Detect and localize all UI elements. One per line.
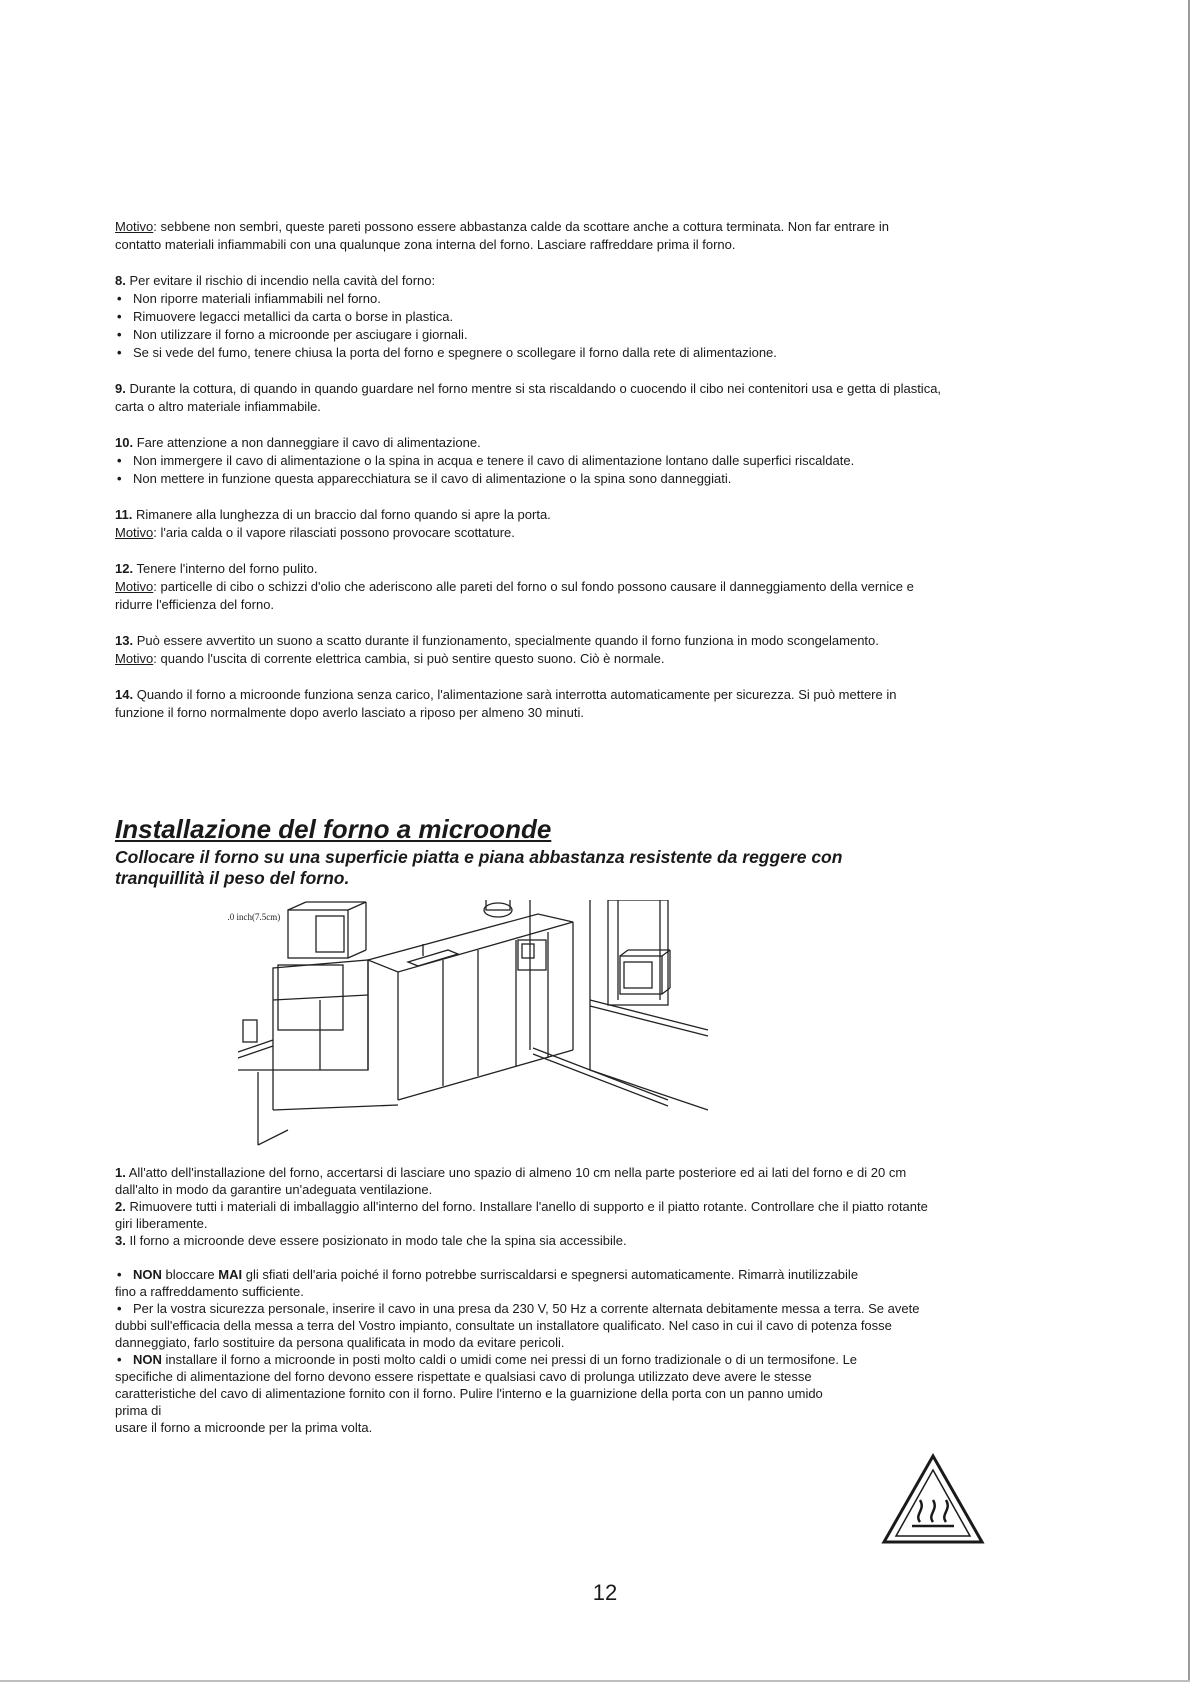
item-text: Tenere l'interno del forno pulito.: [136, 561, 318, 576]
section-title: Installazione del forno a microonde: [115, 814, 552, 844]
safety-section: [115, 218, 945, 740]
item-text: Durante la cottura, di quando in quando guardare nel forno mentre si sta riscaldando o cuocendo il cibo nei contenitori usa e getta di plastica, carta o altro materiale infiammabile.: [115, 381, 942, 414]
intro-paragraph: [115, 218, 945, 254]
motivo-text: : particelle di cibo o schizzi d'olio che aderiscono alle pareti del forno o sul fondo possono causare il danneggiamento della vernice e: [153, 579, 914, 594]
bullet-item: • Non riporre materiali infiammabili nel forno.: [115, 290, 945, 308]
item-text: Fare attenzione a non danneggiare il cavo di alimentazione.: [136, 435, 481, 450]
item-14: [115, 686, 945, 722]
item-11: [115, 506, 945, 542]
bullet-item: • Rimuovere legacci metallici da carta o borse in plastica.: [115, 308, 945, 326]
motivo-label: Motivo: [115, 579, 154, 594]
item-number: 14.: [115, 687, 134, 702]
item-12: [115, 560, 945, 614]
item-number: 10.: [115, 435, 134, 450]
item-text: Quando il forno a microonde funziona senza carico, l'alimentazione sarà interrotta automaticamente per sicurezza. Si può mettere in funzione il forno normalmente dopo averlo lasciato a riposo per almeno 30 minuti.: [115, 687, 897, 720]
item-number: 9.: [115, 381, 126, 396]
motivo-text: : quando l'uscita di corrente elettrica cambia, si può sentire questo suono. Ciò è normale.: [153, 651, 665, 666]
motivo-line2: ridurre l'efficienza del forno.: [115, 597, 275, 612]
motivo-label: Motivo: [115, 219, 154, 234]
warning-location-line3: usare il forno a microonde per la prima volta.: [115, 1420, 373, 1435]
bullet-item: • Se si vede del fumo, tenere chiusa la porta del forno e spegnere o scollegare il forno dalla rete di alimentazione.: [115, 344, 945, 362]
item-text: Rimanere alla lunghezza di un braccio dal forno quando si apre la porta.: [135, 507, 551, 522]
kitchen-installation-figure: [228, 900, 738, 1150]
warning-grounding: • Per la vostra sicurezza personale, inserire il cavo in una presa da 230 V, 50 Hz a corrente alternata debitamente messa a terra. Se avete dubbi sull'efficacia della messa a terra del Vostro impianto, consultate un installatore qualificato. Nel caso in cui il cavo di potenza fosse danneggiato, farlo sostituire da persona qualificata in modo da evitare pericoli.: [115, 1300, 935, 1351]
bullet-item: • Non mettere in funzione questa apparecchiatura se il cavo di alimentazione o la spina sono danneggiati.: [115, 470, 945, 488]
item-8: [115, 272, 945, 362]
step-number: 2.: [115, 1199, 126, 1214]
figure-label-left2: 3.0 inch(7.5cm): [228, 912, 281, 922]
item-number: 8.: [115, 273, 126, 288]
kitchen-illustration: [228, 900, 738, 1150]
installation-steps: [115, 1164, 935, 1436]
motivo-label: Motivo: [115, 651, 154, 666]
warning-location: • NON installare il forno a microonde in posti molto caldi o umidi come nei pressi di un forno tradizionale o di un termosifone. Le: [115, 1351, 935, 1368]
warning-vents-line2: fino a raffreddamento sufficiente.: [115, 1284, 304, 1299]
motivo-text: : l'aria calda o il vapore rilasciati possono provocare scottature.: [153, 525, 515, 540]
item-10: [115, 434, 945, 488]
item-9: [115, 380, 945, 416]
step-number: 3.: [115, 1233, 126, 1248]
step-text: All'atto dell'installazione del forno, accertarsi di lasciare uno spazio di almeno 10 cm nella parte posteriore ed ai lati del forno e di 20 cm dall'alto in modo da garantire un'adeguata ventilazione.: [115, 1165, 907, 1197]
warning-location-line2: specifiche di alimentazione del forno devono essere rispettate e qualsiasi cavo di prolunga utilizzato deve avere le stesse caratteristiche del cavo di alimentazione fornito con il forno. Pulire l'interno e la guarnizione della porta con un panno umido prima di: [115, 1369, 823, 1418]
hot-surface-warning-icon: [878, 1450, 988, 1550]
item-number: 11.: [115, 507, 133, 522]
section-subtitle: Collocare il forno su una superficie piatta e piana abbastanza resistente da reggere con tranquillità il peso del forno.: [115, 847, 843, 888]
step-number: 1.: [115, 1165, 126, 1180]
motivo-label: Motivo: [115, 525, 154, 540]
item-13: [115, 632, 945, 668]
step-text: Il forno a microonde deve essere posizionato in modo tale che la spina sia accessibile.: [129, 1233, 627, 1248]
intro-line2: contatto materiali infiammabili con una qualunque zona interna del forno. Lasciare raffreddare prima il forno.: [115, 237, 736, 252]
intro-text: : sebbene non sembri, queste pareti possono essere abbastanza calde da scottare anche a cottura terminata. Non far entrare in: [153, 219, 889, 234]
page-number: 12: [592, 1580, 618, 1605]
item-number: 12.: [115, 561, 134, 576]
item-text: Può essere avvertito un suono a scatto durante il funzionamento, specialmente quando il forno funziona in modo scongelamento.: [136, 633, 879, 648]
item-number: 13.: [115, 633, 134, 648]
warning-vents: • NON bloccare MAI gli sfiati dell'aria poiché il forno potrebbe surriscaldarsi e spegnersi automaticamente. Rimarrà inutilizzabile: [115, 1266, 935, 1283]
step-text: Rimuovere tutti i materiali di imballaggio all'interno del forno. Installare l'anello di supporto e il piatto rotante. Controllare che il piatto rotante giri liberamente.: [115, 1199, 928, 1231]
bullet-item: • Non immergere il cavo di alimentazione o la spina in acqua e tenere il cavo di alimentazione lontano dalle superfici riscaldate.: [115, 452, 945, 470]
bullet-item: • Non utilizzare il forno a microonde per asciugare i giornali.: [115, 326, 945, 344]
item-text: Per evitare il rischio di incendio nella cavità del forno:: [129, 273, 436, 288]
